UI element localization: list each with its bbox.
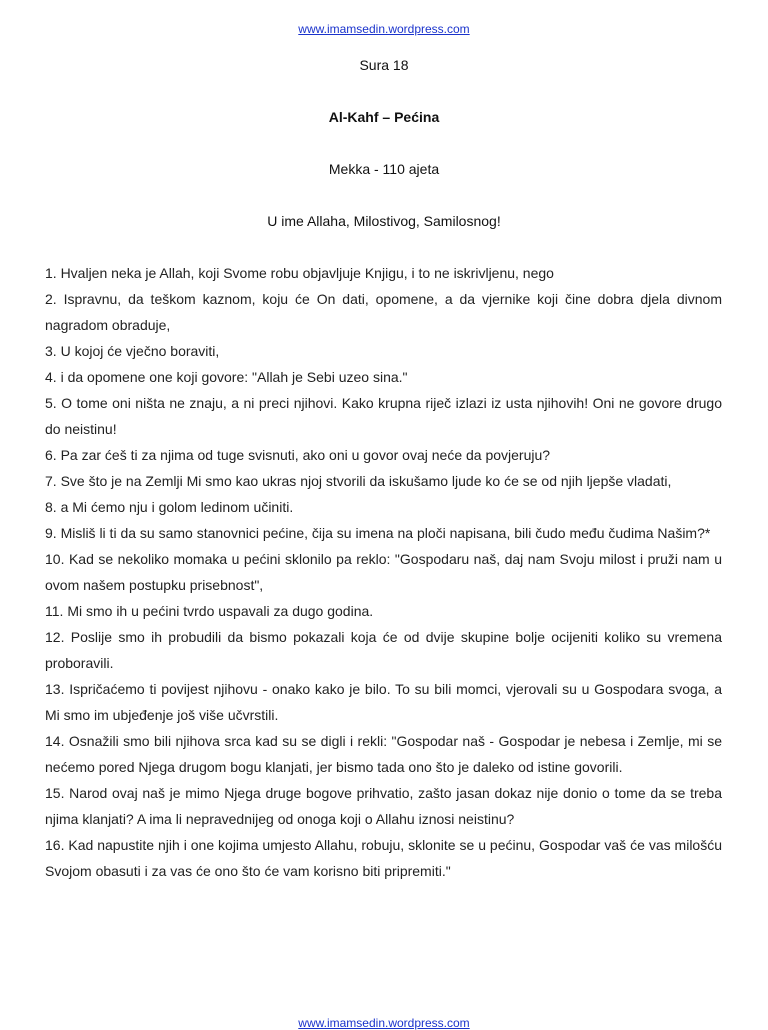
verse: 11. Mi smo ih u pećini tvrdo uspavali za dugo godina. xyxy=(45,603,374,619)
header-website-link[interactable]: www.imamsedin.wordpress.com xyxy=(298,22,470,36)
sura-number: Sura 18 xyxy=(359,57,409,73)
verse: 12. Poslije smo ih probudili da bismo pokazali koja će od dvije skupine bolje ocijeniti koliko su vremena proboravili. xyxy=(45,629,722,671)
verse: 1. Hvaljen neka je Allah, koji Svome robu objavljuje Knjigu, i to ne iskrivljenu, nego xyxy=(45,265,554,281)
verse: 8. a Mi ćemo nju i golom ledinom učiniti. xyxy=(45,499,294,515)
verse: 15. Narod ovaj naš je mimo Njega druge bogove prihvatio, zašto jasan dokaz nije donio o tome da se treba njima klanjati? A ima li nepravednijeg od onoga koji o Allahu iznosi neistinu? xyxy=(45,785,722,827)
verse: 5. O tome oni ništa ne znaju, a ni preci njihovi. Kako krupna riječ izlazi iz usta njihovih! Oni ne govore drugo do neistinu! xyxy=(45,395,722,437)
verse: 3. U kojoj će vječno boraviti, xyxy=(45,343,220,359)
verse: 10. Kad se nekoliko momaka u pećini sklonilo pa reklo: "Gospodaru naš, daj nam Svoju milost i pruži nam u ovom našem postupku prisebnost", xyxy=(45,551,722,593)
verse: 14. Osnažili smo bili njihova srca kad su se digli i rekli: "Gospodar naš - Gospodar je nebesa i Zemlje, mi se nećemo pored Njega drugom bogu klanjati, jer bismo tada ono što je daleko od istine govorili. xyxy=(45,733,722,775)
sura-title: Al-Kahf – Pećina xyxy=(328,109,440,125)
verse: 16. Kad napustite njih i one kojima umjesto Allahu, robuju, sklonite se u pećinu, Gospodar vaš će vas milošću Svojom obasuti i za vas će ono što će vam korisno biti pripremiti." xyxy=(45,837,722,879)
verse: 7. Sve što je na Zemlji Mi smo kao ukras njoj stvorili da iskušamo ljude ko će se od njih ljepše vladati, xyxy=(45,473,672,489)
sura-info: Mekka - 110 ajeta xyxy=(328,161,440,177)
verse: 9. Misliš li ti da su samo stanovnici pećine, čija su imena na ploči napisana, bili čudo među čudima Našim?* xyxy=(45,525,711,541)
basmala: U ime Allaha, Milostivog, Samilosnog! xyxy=(267,213,501,229)
verse: 2. Ispravnu, da teškom kaznom, koju će On dati, opomene, a da vjernike koji čine dobra djela divnom nagradom obraduje, xyxy=(45,291,722,333)
verse-list xyxy=(45,260,722,884)
verse: 4. i da opomene one koji govore: "Allah je Sebi uzeo sina." xyxy=(45,369,408,385)
footer-website-link[interactable]: www.imamsedin.wordpress.com xyxy=(298,1016,470,1030)
verse: 6. Pa zar ćeš ti za njima od tuge svisnuti, ako oni u govor ovaj neće da povjeruju? xyxy=(45,447,551,463)
verse: 13. Ispričaćemo ti povijest njihovu - onako kako je bilo. To su bili momci, vjerovali su u Gospodara svoga, a Mi smo im ubjeđenje još više učvrstili. xyxy=(45,681,722,723)
